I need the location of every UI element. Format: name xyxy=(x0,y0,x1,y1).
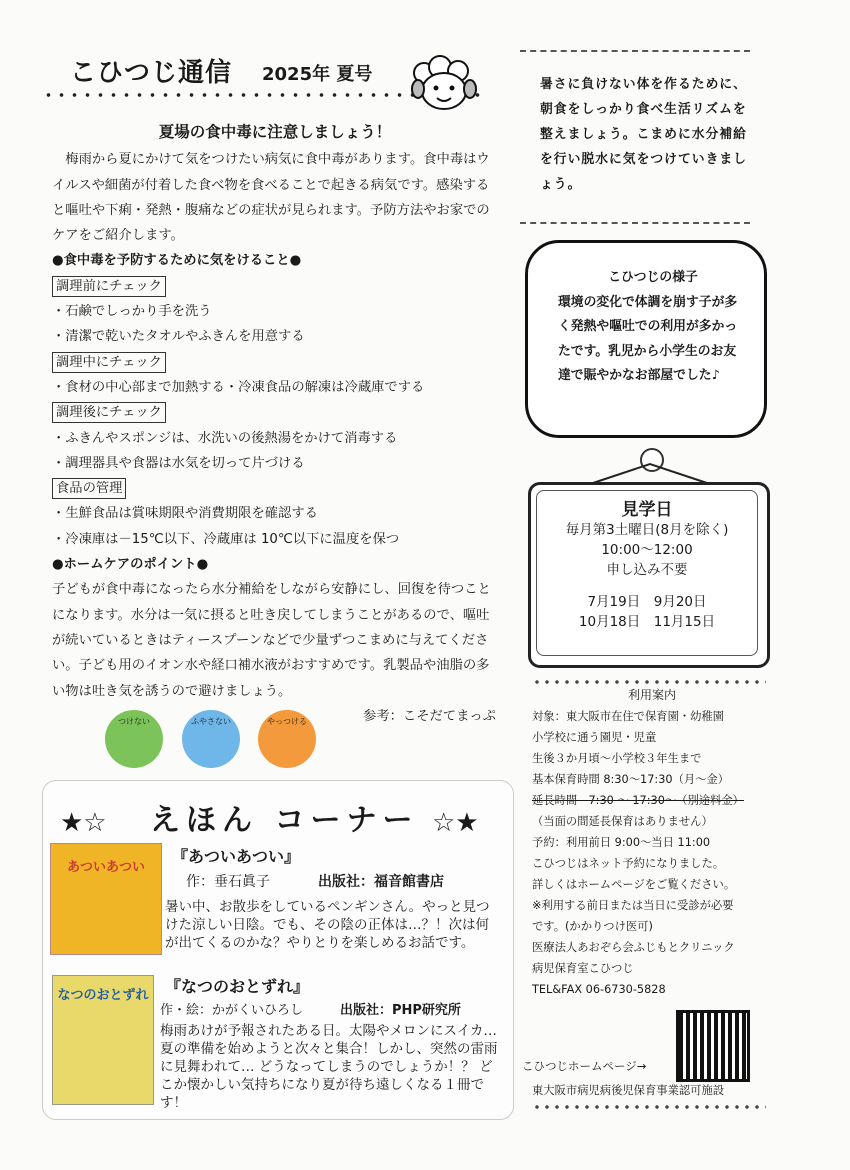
book-title: 『なつのおとずれ』 xyxy=(165,977,310,996)
guide-line: （当面の間延長保育はありません） xyxy=(532,815,713,828)
during-cooking-label: 調理中にチェック xyxy=(52,352,166,373)
book-title: 『あついあつい』 xyxy=(172,847,301,866)
book-cover: あついあつい xyxy=(50,843,162,955)
issue-label: 2025年 夏号 xyxy=(262,64,373,85)
status-body: 環境の変化で体調を崩す子が多く発熱や嘔吐での利用が多かったです。乳児から小学生のお友達で賑やかなお部屋でした♪ xyxy=(558,294,738,383)
reference: 参考：こそだてまっぷ xyxy=(363,708,496,724)
homecare-text: 子どもが食中毒になったら水分補給をしながら安静にし、回復を待つことになります。水分は一気に摂ると吐き戻してしまうことがあるので、嘔吐が続いているときはティースプーンなどで少量ずつこまめに与えてください。子ども用のイオン水や経口補水液がおすすめです。乳製品や油脂の多い物は吐き気を誘うので避けましょう。 xyxy=(52,582,491,699)
homecare-heading: ●ホームケアのポイント● xyxy=(52,557,209,573)
book-description: 暑い中、お散歩をしているペンギンさん。やっと見つけた涼しい日陰。でも、その陰の正体は…？！次は何が出てくるのかな？やりとりを楽しめるお話です。 xyxy=(165,899,490,951)
book-publisher: 出版社：PHP研究所 xyxy=(340,1003,461,1018)
list-item: ・食材の中心部まで加熱する・冷凍食品の解凍は冷蔵庫でする xyxy=(52,379,425,395)
guide-line: 小学校に通う園児・児童 xyxy=(532,731,657,744)
list-item: ・調理器具や食器は水気を切って片づける xyxy=(52,455,305,471)
visit-note: 申し込み不要 xyxy=(606,562,688,578)
visit-time: 10:00～12:00 xyxy=(601,542,693,558)
visit-title: 見学日 xyxy=(621,500,673,520)
guide-line: 対象：東大阪市在住で保育園・幼稚園 xyxy=(532,710,725,723)
qr-code-icon[interactable] xyxy=(676,1010,750,1082)
book-description: 梅雨あけが予報されたある日。太陽やメロンにスイカ…夏の準備を始めようと次々と集合！しかし、突然の雷雨に見舞われて… どうなってしまうのでしょうか！？ どこか懐かしい気持ちになり夏が待ち遠しくなる１冊です！ xyxy=(160,1023,498,1111)
book-author: 作：垂石眞子 xyxy=(186,874,270,890)
guide-line: 延長時間 7:30 ～ 17:30～（別途料金） xyxy=(532,794,744,807)
food-poisoning-article xyxy=(52,120,498,729)
star-icon: ★☆ xyxy=(60,808,107,838)
status-title: こひつじの様子 xyxy=(608,270,698,285)
guide-line: こひつじはネット予約になりました。 xyxy=(532,857,725,870)
clinic-name: 医療法人あおぞら会ふじもとクリニック xyxy=(532,941,735,954)
after-cooking-label: 調理後にチェック xyxy=(52,402,166,423)
eliminate-icon: やっつける xyxy=(258,710,316,768)
food-storage-label: 食品の管理 xyxy=(52,478,126,499)
before-cooking-label: 調理前にチェック xyxy=(52,276,166,297)
prevent-heading: ●食中毒を予防するために気をけること● xyxy=(52,253,302,269)
book-cover: なつのおとずれ xyxy=(52,975,154,1105)
usage-guide xyxy=(532,685,772,1000)
guide-line: です。(かかりつけ医可) xyxy=(532,920,653,933)
guide-line: ※利用する前日または当日に受診が必要 xyxy=(532,899,734,912)
list-item: ・生鮮食品は賞味期限や消費期限を確認する xyxy=(52,506,318,522)
visit-info xyxy=(540,500,754,632)
list-item: ・ふきんやスポンジは、水洗いの後熱湯をかけて消毒する xyxy=(52,430,398,446)
dotted-divider xyxy=(532,1102,766,1112)
article-intro: 梅雨から夏にかけて気をつけたい病気に食中毒があります。食中毒はウイルスや細菌が付着した食べ物を食べることで起きる病気です。感染すると嘔吐や下痢・発熱・腹痛などの症状が見られます。予防方法やお家でのケアをご紹介します。 xyxy=(52,152,490,244)
room-name: 病児保育室こひつじ xyxy=(532,962,634,975)
list-item: ・石鹸でしっかり手を洗う xyxy=(52,304,212,320)
guide-line: 詳しくはホームページをご覧ください。 xyxy=(532,878,736,891)
ehon-title: えほん コーナー xyxy=(150,803,419,838)
guide-line: 予約：利用前日 9:00～当日 11:00 xyxy=(532,836,711,849)
newsletter-title: こひつじ通信 xyxy=(70,58,233,88)
guide-line: 生後３か月頃～小学校３年生まで xyxy=(532,752,702,765)
list-item: ・冷凍庫は－15℃以下、冷蔵庫は 10℃以下に温度を保つ xyxy=(52,531,400,547)
homepage-link[interactable]: こひつじホームページ→ xyxy=(522,1059,647,1073)
visit-dates: 10月18日 11月15日 xyxy=(578,614,716,630)
guide-title: 利用案内 xyxy=(627,688,676,702)
book-publisher: 出版社：福音館書店 xyxy=(318,874,444,890)
summer-message: 暑さに負けない体を作るために、朝食をしっかり食べ生活リズムを整えましょう。こまめに水分補給を行い脱水に気をつけていきましょう。 xyxy=(540,77,747,192)
visit-rule: 毎月第3土曜日(8月を除く) xyxy=(565,522,729,538)
list-item: ・清潔で乾いたタオルやふきんを用意する xyxy=(52,329,305,345)
dont-attach-icon: つけない xyxy=(105,710,163,768)
status-text xyxy=(558,266,748,389)
visit-dates: 7月19日 9月20日 xyxy=(587,594,707,610)
article-heading: 夏場の食中毒に注意しましょう！ xyxy=(158,123,392,141)
dont-multiply-icon: ふやさない xyxy=(182,710,240,768)
star-icon: ☆★ xyxy=(432,808,479,838)
guide-line: 基本保育時間 8:30～17:30（月～金） xyxy=(532,773,730,786)
tel-fax: TEL&FAX 06-6730-5828 xyxy=(532,983,666,996)
facility-footer: 東大阪市病児病後児保育事業認可施設 xyxy=(532,1084,725,1097)
sheep-icon xyxy=(410,55,478,113)
book-author: 作・絵：かがくいひろし xyxy=(160,1003,304,1018)
